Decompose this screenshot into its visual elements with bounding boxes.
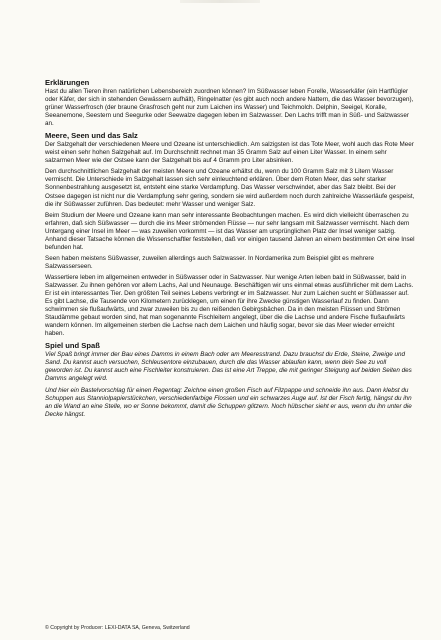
- section-heading: Meere, Seen und das Salz: [45, 131, 138, 141]
- paragraph: Der Salzgehalt der verschiedenen Meere und Ozeane ist unterschiedlich. Am salzigsten ist das Tote Meer, wohl auch das Rote Meer weist einen sehr hohen Salzgehalt auf. Im Durchschnitt rechnet man 35 Gramm Salz auf einen Liter Wasser. In einem sehr salzarmen Meer wie der Ostsee kann der Salzgehalt bis auf 4 Gramm pro Liter absinken.: [45, 141, 414, 165]
- section-heading: Erklärungen: [45, 78, 90, 87]
- paragraph: Beim Studium der Meere und Ozeane kann man sehr interessante Beobachtungen machen. Es wird dich vielleicht überraschen zu erfahren, daß sich Süßwasser — durch die ins Meer strömenden Flüsse — nur sehr langsam mit Salzwasser vermischt. Nach dem Untergang einer Insel im Meer — was zuweilen vorkommt — ist das Wasser am ursprünglichen Platz der Insel weniger salzig. Anhand dieser Tatsache können die Wissenschaftler feststellen, daß vor einigen tausend Jahren an einem bestimmten Ort eine Insel befunden hat.: [45, 211, 415, 251]
- paragraph: Wassertiere leben im allgemeinen entweder in Süßwasser oder in Salzwasser. Nur wenige Arten leben bald in Süßwasser, bald in Salzwasser. Zu ihnen gehören vor allem Lachs, Aal und Neunauge. Beschäftigen wir uns einmal etwas ausführlicher mit dem Lachs. Er ist ein interessantes Tier. Den größten Teil seines Lebens verbringt er im Salzwasser. Nur zum Laichen sucht er Süßwasser auf. Es gibt Lachse, die Tausende von Kilometern zurücklegen, um einen für ihre Zwecke günstigen Wasserlauf zu finden. Dann schwimmen sie flußaufwärts, und zwar zuweilen bis zu den reißenden Gebirgsbächen. Da in den meisten Flüssen und Strömen Staudämme gebaut worden sind, hat man sogenannte Fischleitern angelegt, über die die Lachse und andere Fische flußaufwärts wandern können. Im allgemeinen sterben die Lachse nach dem Laichen und häufig sogar, bevor sie das Meer wieder erreicht haben.: [45, 273, 414, 338]
- paragraph: Hast du allen Tieren ihren natürlichen Lebensbereich zuordnen können? Im Süßwasser leben Forelle, Wasserkäfer (ein Hartflügler oder Käfer, der sich in stehenden Gewässern aufhält), Ringelnatter (es gibt auch noch andere Nattern, die das Wasser bevorzugen), grüner Wasserfrosch (der braune Grasfrosch geht nur zum Laichen ins Wasser) und Teichmolch. Delphin, Seeigel, Koralle, Seeanemone, Seestern und Seegurke oder Seewalze dagegen leben im Salzwasser. Den Lachs trifft man in Süß- und Salzwasser an.: [45, 88, 414, 128]
- section-spiel-und-spass: [45, 341, 415, 418]
- paragraph: Und hier ein Bastelvorschlag für einen Regentag: Zeichne einen großen Fisch auf Filzpappe und schneide ihn aus. Dann klebst du Schuppen aus Stanniolpapierstückchen, verschiedenfarbige Flossen und ein schwarzes Auge auf. Ist der Fisch fertig, hängst du ihn an die Wand an eine Stelle, wo er Sonne bekommt, damit die Schuppen glitzern. Noch hübscher sieht er aus, wenn du ihn unter die Decke hängst.: [45, 386, 412, 418]
- section-meere-seen-salz: [45, 131, 415, 338]
- paragraph: Viel Spaß bringt immer der Bau eines Damms in einem Bach oder am Meeresstrand. Dazu brauchst du Erde, Steine, Zweige und Sand. Du kannst auch versuchen, Schleusentore einzubauen, durch die das Wasser ablaufen kann, wenn dein See zu voll geworden ist. Du kannst auch eine Fischleiter konstruieren. Das ist eine Art Treppe, die mit geringer Steigung auf beiden Seiten des Damms angelegt wird.: [45, 351, 412, 383]
- copyright-footer: © Copyright by Producer: LEXI-DATA SA, Geneva, Switzerland: [45, 625, 190, 631]
- paragraph: Seen haben meistens Süßwasser, zuweilen allerdings auch Salzwasser. In Nordamerika zum Beispiel gibt es mehrere Salzwasserseen.: [45, 254, 374, 270]
- paragraph: Den durchschnittlichen Salzgehalt der meisten Meere und Ozeane erhältst du, wenn du 100 Gramm Salz mit 3 Litern Wasser vermischt. Die Unterschiede im Salzgehalt lassen sich sehr einleuchtend erklären. Über dem Roten Meer, das sehr starker Sonnenbestrahlung ausgesetzt ist, entsteht eine starke Verdampfung. Das Wasser verschwindet, aber das Salz bleibt. Bei der Ostsee dagegen ist nicht nur die Verdampfung sehr gering, sondern sie wird außerdem noch durch zahlreiche Wasserläufe gespeist, die ihr Süßwasser zuführen. Das bedeutet: mehr Wasser und weniger Salz.: [45, 168, 415, 208]
- top-edge-mark: [180, 0, 260, 3]
- section-heading: Spiel und Spaß: [45, 341, 100, 351]
- section-erklaerungen: [45, 78, 415, 128]
- document-body: [45, 78, 415, 422]
